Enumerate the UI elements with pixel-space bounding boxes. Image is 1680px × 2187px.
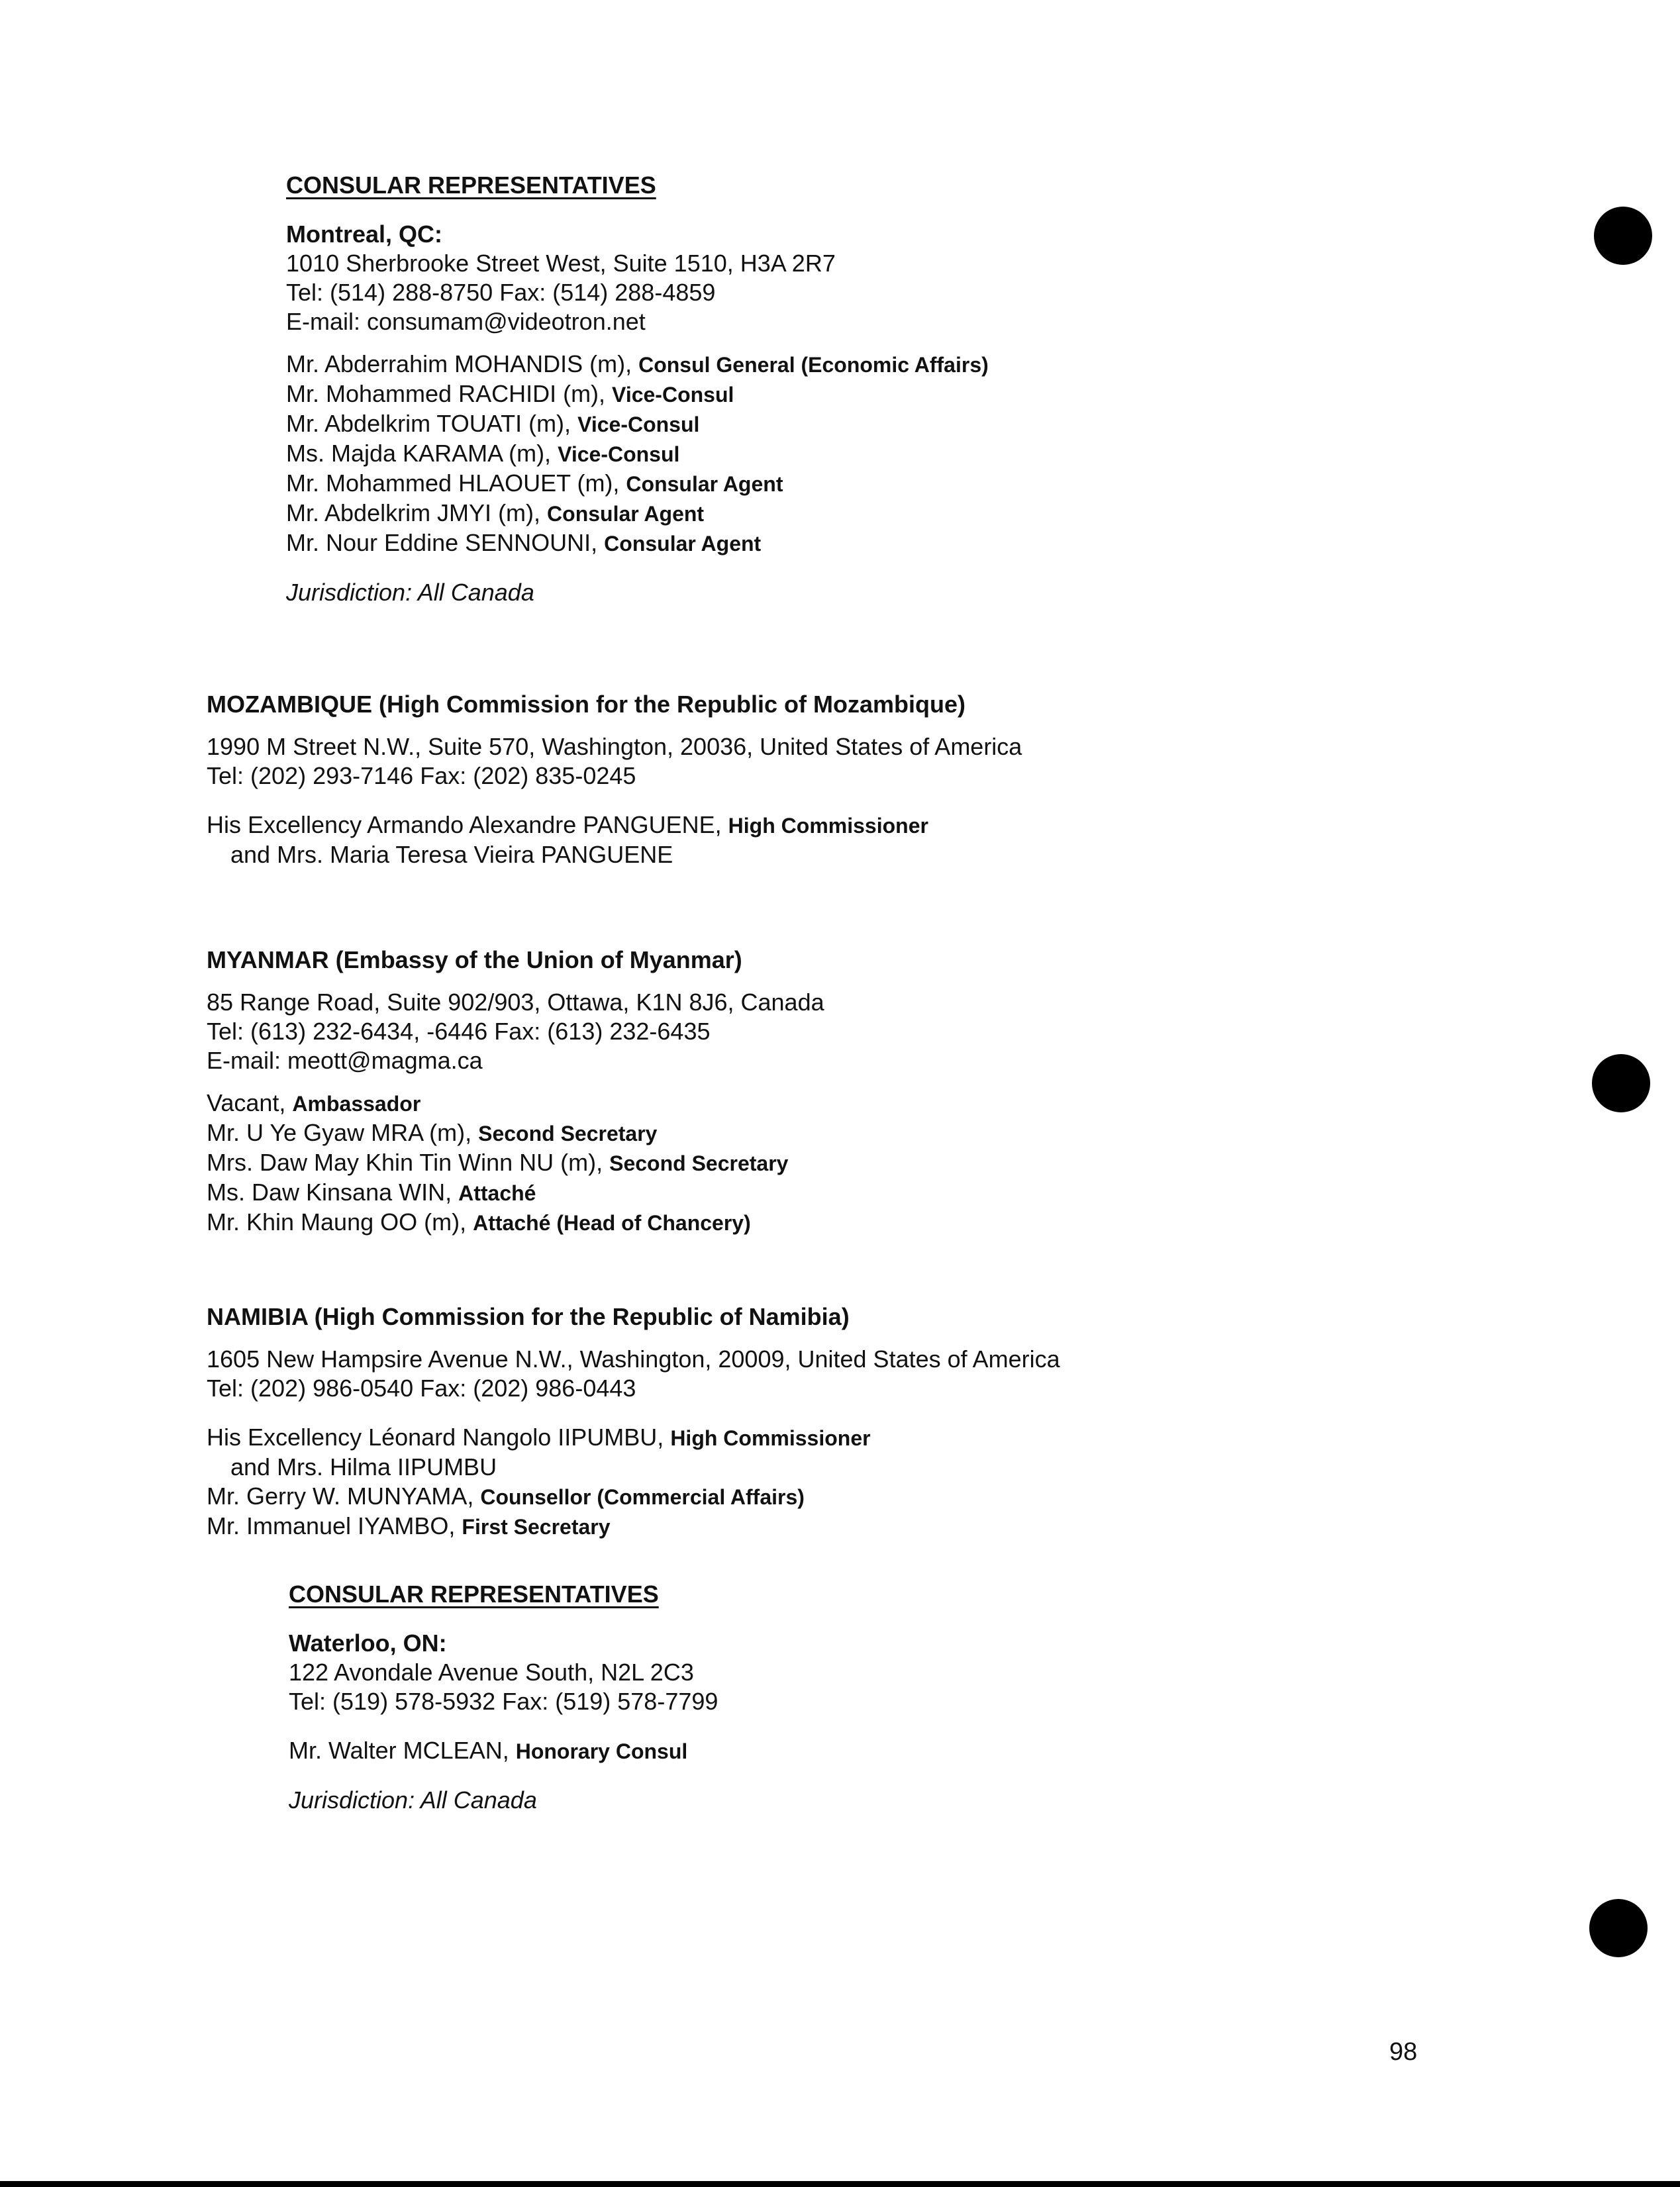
consular-email: E-mail: consumam@videotron.net	[286, 308, 646, 335]
montreal-consular-section	[286, 171, 989, 607]
consular-address: 1010 Sherbrooke Street West, Suite 1510, H3A 2R7	[286, 250, 836, 277]
country-tel-fax: Tel: (202) 293-7146 Fax: (202) 835-0245	[207, 762, 636, 789]
staff-entry	[286, 350, 989, 379]
staff-entry	[207, 1512, 1060, 1541]
staff-name: Mr. Immanuel IYAMBO,	[207, 1512, 462, 1539]
staff-role: Attaché (Head of Chancery)	[473, 1211, 751, 1235]
myanmar-section	[207, 946, 824, 1238]
staff-role: Vice-Consul	[558, 442, 680, 466]
staff-entry	[286, 528, 989, 558]
staff-entry	[286, 409, 989, 439]
staff-role: High Commissioner	[670, 1426, 871, 1450]
staff-entry	[207, 1482, 1060, 1512]
staff-role: Counsellor (Commercial Affairs)	[480, 1485, 805, 1509]
staff-name: Ms. Majda KARAMA (m),	[286, 440, 558, 467]
staff-role: Honorary Consul	[515, 1739, 688, 1763]
staff-entry	[286, 439, 989, 469]
consular-tel-fax: Tel: (519) 578-5932 Fax: (519) 578-7799	[289, 1688, 718, 1715]
staff-role: Second Secretary	[609, 1151, 789, 1175]
consular-city: Montreal, QC:	[286, 220, 443, 248]
staff-name: Mr. Walter MCLEAN,	[289, 1737, 516, 1764]
consular-address: 122 Avondale Avenue South, N2L 2C3	[289, 1659, 694, 1686]
staff-role: Vice-Consul	[612, 383, 734, 407]
staff-entry	[289, 1736, 718, 1766]
staff-entry	[207, 810, 1022, 840]
consular-city: Waterloo, ON:	[289, 1629, 447, 1657]
country-email: E-mail: meott@magma.ca	[207, 1047, 483, 1074]
staff-role: Second Secretary	[478, 1122, 658, 1145]
country-title: MOZAMBIQUE (High Commission for the Republic of Mozambique)	[207, 691, 965, 718]
staff-entry	[207, 1089, 824, 1118]
consular-heading: CONSULAR REPRESENTATIVES	[289, 1580, 659, 1608]
consular-tel-fax: Tel: (514) 288-8750 Fax: (514) 288-4859	[286, 279, 716, 306]
country-address: 1605 New Hampsire Avenue N.W., Washington, 20009, United States of America	[207, 1345, 1060, 1373]
staff-name: Mr. Mohammed RACHIDI (m),	[286, 380, 613, 407]
mozambique-section	[207, 690, 1022, 869]
staff-role: Consular Agent	[547, 502, 705, 526]
punch-hole-middle	[1592, 1054, 1650, 1112]
staff-name: Mr. Gerry W. MUNYAMA,	[207, 1482, 481, 1510]
staff-entry	[286, 379, 989, 409]
country-title: NAMIBIA (High Commission for the Republic of Namibia)	[207, 1303, 850, 1330]
staff-entry	[207, 1423, 1060, 1453]
staff-role: Ambassador	[292, 1092, 421, 1116]
country-address: 85 Range Road, Suite 902/903, Ottawa, K1N 8J6, Canada	[207, 989, 824, 1016]
staff-entry	[207, 1178, 824, 1208]
spouse-line: and Mrs. Hilma IIPUMBU	[230, 1453, 497, 1481]
country-address: 1990 M Street N.W., Suite 570, Washington, 20036, United States of America	[207, 733, 1022, 760]
staff-name: Mr. Abdelkrim TOUATI (m),	[286, 410, 578, 437]
waterloo-consular-section	[289, 1580, 718, 1815]
namibia-section	[207, 1302, 1060, 1541]
staff-entry	[207, 1148, 824, 1178]
staff-name: His Excellency Armando Alexandre PANGUENE,	[207, 811, 728, 838]
spouse-line: and Mrs. Maria Teresa Vieira PANGUENE	[230, 841, 673, 868]
country-tel-fax: Tel: (202) 986-0540 Fax: (202) 986-0443	[207, 1375, 636, 1402]
staff-role: High Commissioner	[728, 814, 928, 838]
staff-role: Attaché	[458, 1181, 536, 1205]
country-tel-fax: Tel: (613) 232-6434, -6446 Fax: (613) 232-6435	[207, 1018, 711, 1045]
staff-name: Mr. Abderrahim MOHANDIS (m),	[286, 350, 639, 377]
staff-name: Mrs. Daw May Khin Tin Winn NU (m),	[207, 1149, 610, 1176]
staff-role: Consular Agent	[626, 472, 783, 496]
staff-role: Vice-Consul	[577, 413, 700, 436]
punch-hole-bottom	[1589, 1899, 1648, 1957]
jurisdiction: Jurisdiction: All Canada	[289, 1786, 537, 1814]
staff-entry	[286, 469, 989, 499]
page-number: 98	[1389, 2038, 1418, 2066]
bottom-edge-rule	[0, 2181, 1680, 2187]
staff-name: Mr. Khin Maung OO (m),	[207, 1208, 473, 1236]
punch-hole-top	[1594, 207, 1652, 265]
country-title: MYANMAR (Embassy of the Union of Myanmar)	[207, 946, 742, 973]
staff-name: Mr. Abdelkrim JMYI (m),	[286, 499, 548, 526]
jurisdiction: Jurisdiction: All Canada	[286, 579, 534, 606]
consular-heading: CONSULAR REPRESENTATIVES	[286, 171, 656, 199]
staff-name: Ms. Daw Kinsana WIN,	[207, 1179, 459, 1206]
staff-name: Vacant,	[207, 1089, 293, 1116]
staff-entry	[207, 1118, 824, 1148]
staff-role: First Secretary	[462, 1515, 611, 1539]
staff-name: Mr. Mohammed HLAOUET (m),	[286, 469, 626, 497]
staff-name: Mr. U Ye Gyaw MRA (m),	[207, 1119, 479, 1146]
staff-role: Consular Agent	[604, 532, 762, 556]
staff-name: Mr. Nour Eddine SENNOUNI,	[286, 529, 605, 556]
staff-name: His Excellency Léonard Nangolo IIPUMBU,	[207, 1424, 671, 1451]
staff-entry	[207, 1208, 824, 1238]
staff-entry	[286, 499, 989, 528]
staff-role: Consul General (Economic Affairs)	[638, 353, 989, 377]
